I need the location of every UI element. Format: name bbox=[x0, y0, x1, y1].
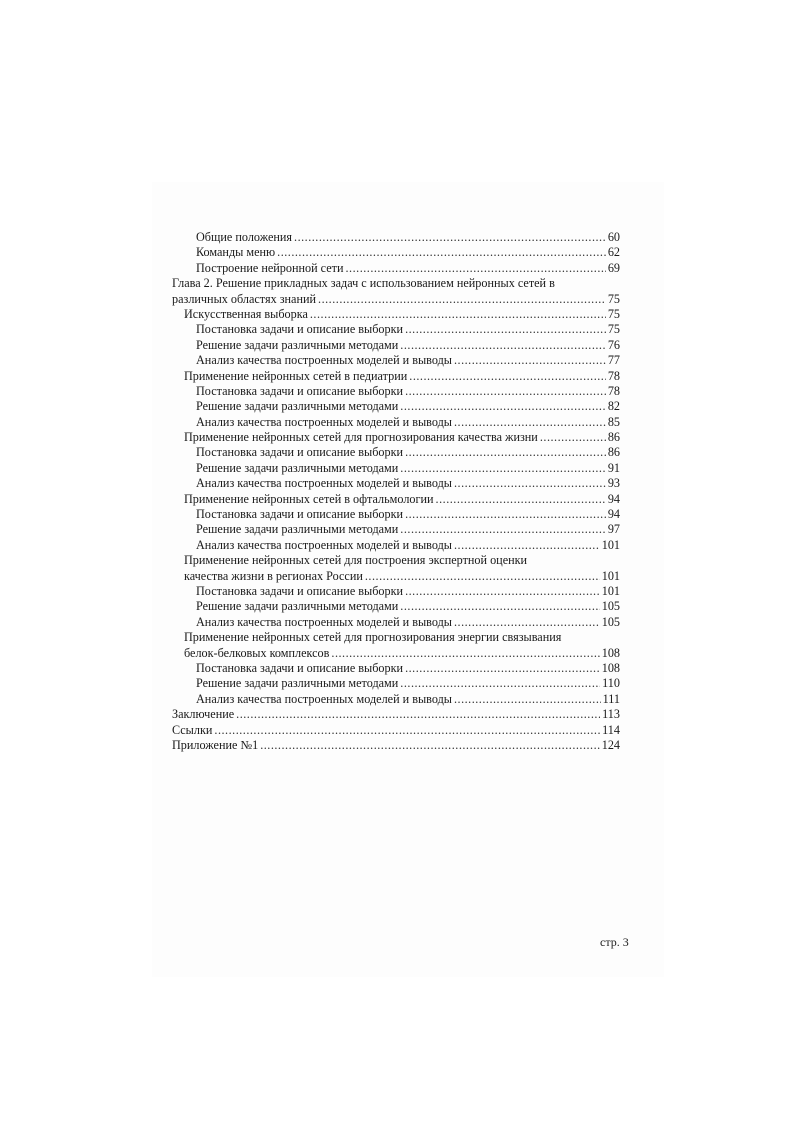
toc-entry-page-number: 78 bbox=[607, 368, 620, 383]
toc-entry-page-number: 105 bbox=[601, 614, 620, 629]
toc-entry-page-number: 76 bbox=[607, 337, 620, 352]
toc-entry bbox=[172, 492, 620, 507]
dot-leader bbox=[294, 230, 606, 245]
toc-entry-title: Постановка задачи и описание выборки bbox=[196, 507, 404, 522]
dot-leader bbox=[331, 646, 599, 661]
dot-leader bbox=[454, 476, 606, 491]
page-number-footer: стр. 3 bbox=[600, 935, 629, 949]
toc-entry-title-line1: Применение нейронных сетей для построения экспертной оценки bbox=[184, 553, 528, 568]
toc-entry-title: Команды меню bbox=[196, 245, 276, 260]
dot-leader bbox=[454, 353, 606, 368]
toc-entry bbox=[172, 461, 620, 476]
toc-entry-title: Построение нейронной сети bbox=[196, 260, 344, 275]
toc-entry bbox=[172, 584, 620, 599]
dot-leader bbox=[365, 569, 600, 584]
dot-leader bbox=[405, 507, 606, 522]
toc-entry-page-number: 75 bbox=[607, 322, 620, 337]
toc-entry-page-number: 85 bbox=[607, 414, 620, 429]
toc-entry-page-number: 86 bbox=[607, 445, 620, 460]
toc-entry bbox=[172, 692, 620, 707]
toc-entry-page-number: 75 bbox=[607, 306, 620, 321]
toc-entry-title: Постановка задачи и описание выборки bbox=[196, 383, 404, 398]
toc-entry bbox=[172, 322, 620, 337]
toc-entry-page-number: 101 bbox=[601, 584, 620, 599]
dot-leader bbox=[236, 707, 600, 722]
toc-entry-page-number: 101 bbox=[601, 568, 620, 583]
toc-entry bbox=[172, 676, 620, 691]
toc-entry-title: Решение задачи различными методами bbox=[196, 460, 399, 475]
dot-leader bbox=[454, 538, 600, 553]
toc-entry-title: Постановка задачи и описание выборки bbox=[196, 445, 404, 460]
toc-entry-title: Постановка задачи и описание выборки bbox=[196, 660, 404, 675]
dot-leader bbox=[400, 461, 606, 476]
toc-entry bbox=[172, 522, 620, 537]
dot-leader bbox=[405, 445, 606, 460]
dot-leader bbox=[540, 430, 606, 445]
dot-leader bbox=[454, 415, 606, 430]
toc-entry-title-line1: Глава 2. Решение прикладных задач с использованием нейронных сетей в bbox=[172, 276, 555, 291]
toc-entry bbox=[172, 353, 620, 368]
dot-leader bbox=[400, 399, 606, 414]
toc-entry-page-number: 62 bbox=[607, 245, 620, 260]
toc-entry-title: Применение нейронных сетей для прогнозирования качества жизни bbox=[184, 430, 538, 445]
dot-leader bbox=[400, 522, 606, 537]
toc-entry-title: Решение задачи различными методами bbox=[196, 337, 399, 352]
dot-leader bbox=[277, 245, 606, 260]
toc-entry-title-line1: Применение нейронных сетей для прогнозирования энергии связывания bbox=[184, 630, 562, 645]
toc-entry bbox=[172, 415, 620, 430]
toc-entry-page-number: 114 bbox=[602, 722, 620, 737]
toc-entry-page-number: 105 bbox=[601, 599, 620, 614]
toc-entry bbox=[172, 661, 620, 676]
toc-entry-title: Решение задачи различными методами bbox=[196, 522, 399, 537]
toc-entry-title: Решение задачи различными методами bbox=[196, 399, 399, 414]
toc-entry bbox=[172, 369, 620, 384]
toc-entry-title: Анализ качества построенных моделей и выводы bbox=[196, 537, 452, 552]
dot-leader bbox=[260, 738, 600, 753]
toc-entry-title: Постановка задачи и описание выборки bbox=[196, 322, 404, 337]
toc-entry-page-number: 91 bbox=[607, 460, 620, 475]
toc-entry-page-number: 86 bbox=[607, 430, 620, 445]
table-of-contents bbox=[172, 230, 620, 753]
dot-leader bbox=[318, 292, 606, 307]
toc-entry-title: Общие положения bbox=[196, 230, 293, 244]
toc-entry-page-number: 82 bbox=[607, 399, 620, 414]
toc-entry-page-number: 113 bbox=[602, 707, 620, 722]
dot-leader bbox=[409, 369, 606, 384]
toc-entry-page-number: 93 bbox=[607, 476, 620, 491]
toc-entry bbox=[172, 476, 620, 491]
toc-entry-title: различных областях знаний bbox=[172, 291, 317, 306]
dot-leader bbox=[405, 584, 600, 599]
dot-leader bbox=[405, 322, 606, 337]
toc-entry-title: белок-белковых комплексов bbox=[184, 645, 330, 660]
toc-entry bbox=[172, 261, 620, 276]
toc-entry bbox=[172, 738, 620, 753]
toc-entry-page-number: 94 bbox=[607, 507, 620, 522]
toc-entry bbox=[172, 430, 620, 445]
toc-entry bbox=[172, 507, 620, 522]
toc-entry-title: Решение задачи различными методами bbox=[196, 676, 399, 691]
toc-entry-page-number: 110 bbox=[602, 676, 620, 691]
toc-entry-title: Ссылки bbox=[172, 722, 213, 737]
toc-entry bbox=[172, 399, 620, 414]
toc-entry-title: Искусственная выборка bbox=[184, 306, 308, 321]
toc-entry bbox=[172, 230, 620, 245]
toc-entry bbox=[172, 245, 620, 260]
toc-entry-page-number: 69 bbox=[607, 260, 620, 275]
toc-entry-title: Заключение bbox=[172, 707, 235, 722]
toc-entry bbox=[172, 445, 620, 460]
toc-entry bbox=[172, 615, 620, 630]
dot-leader bbox=[436, 492, 606, 507]
dot-leader bbox=[454, 615, 600, 630]
toc-entry-title: Анализ качества построенных моделей и выводы bbox=[196, 476, 452, 491]
toc-entry-page-number: 77 bbox=[607, 353, 620, 368]
toc-entry-title: Решение задачи различными методами bbox=[196, 599, 399, 614]
toc-entry-page-number: 60 bbox=[607, 230, 620, 244]
toc-entry-page-number: 78 bbox=[607, 383, 620, 398]
dot-leader bbox=[400, 338, 606, 353]
toc-entry-page-number: 111 bbox=[602, 691, 620, 706]
toc-entry-title: Анализ качества построенных моделей и выводы bbox=[196, 614, 452, 629]
toc-entry bbox=[172, 384, 620, 399]
toc-entry bbox=[172, 338, 620, 353]
dot-leader bbox=[405, 661, 600, 676]
toc-entry-title: Применение нейронных сетей в педиатрии bbox=[184, 368, 408, 383]
toc-entry bbox=[172, 723, 620, 738]
dot-leader bbox=[405, 384, 606, 399]
toc-entry-title: Постановка задачи и описание выборки bbox=[196, 584, 404, 599]
toc-entry-title: Применение нейронных сетей в офтальмологии bbox=[184, 491, 434, 506]
dot-leader bbox=[454, 692, 601, 707]
toc-entry-title: Приложение №1 bbox=[172, 737, 259, 752]
toc-entry-page-number: 124 bbox=[601, 737, 620, 752]
toc-entry-page-number: 108 bbox=[601, 645, 620, 660]
toc-entry-page-number: 75 bbox=[607, 291, 620, 306]
dot-leader bbox=[214, 723, 600, 738]
toc-entry-page-number: 101 bbox=[601, 537, 620, 552]
dot-leader bbox=[310, 307, 606, 322]
dot-leader bbox=[400, 676, 600, 691]
dot-leader bbox=[400, 599, 599, 614]
toc-entry-title: Анализ качества построенных моделей и выводы bbox=[196, 353, 452, 368]
toc-entry-page-number: 94 bbox=[607, 491, 620, 506]
toc-entry bbox=[172, 276, 620, 307]
toc-entry bbox=[172, 707, 620, 722]
toc-entry-title: качества жизни в регионах России bbox=[184, 568, 363, 583]
toc-entry-title: Анализ качества построенных моделей и выводы bbox=[196, 691, 452, 706]
toc-entry-page-number: 108 bbox=[601, 660, 620, 675]
toc-entry bbox=[172, 553, 620, 584]
toc-entry bbox=[172, 307, 620, 322]
toc-entry bbox=[172, 630, 620, 661]
toc-entry-title: Анализ качества построенных моделей и выводы bbox=[196, 414, 452, 429]
toc-entry-page-number: 97 bbox=[607, 522, 620, 537]
dot-leader bbox=[346, 261, 606, 276]
toc-entry bbox=[172, 538, 620, 553]
toc-entry bbox=[172, 599, 620, 614]
